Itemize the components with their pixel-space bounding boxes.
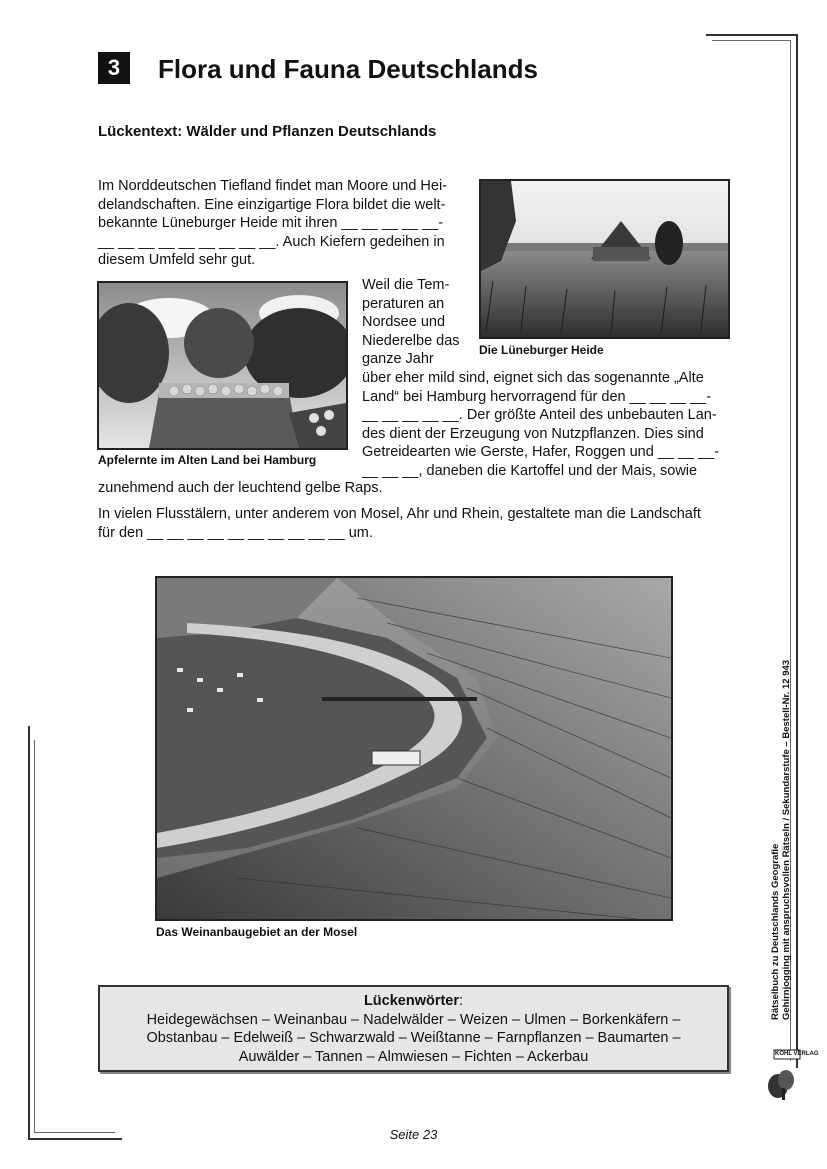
- text-line: des dient der Erzeugung von Nutzpflanzen. Dies sind: [362, 425, 704, 442]
- heide-photo: [479, 179, 730, 339]
- logo-text: KOHL VERLAG: [775, 1051, 819, 1057]
- text-line: Weil die Tem-: [362, 277, 450, 293]
- text-line: Nordsee und: [362, 314, 446, 330]
- apple-caption: Apfelernte im Alten Land bei Hamburg: [98, 453, 317, 467]
- paragraph-3: [98, 505, 701, 542]
- word-bank-line: Obstanbau – Edelweiß – Schwarzwald – Weißtanne – Farnpflanzen – Baumarten –: [146, 1030, 681, 1046]
- text-line: über eher mild sind, eignet sich das sogenannte „Alte: [362, 370, 704, 386]
- text-line: In vielen Flusstälern, unter anderem von Mosel, Ahr und Rhein, gestaltete man die Landschaft: [98, 506, 701, 522]
- text-line: bekannte Lüneburger Heide mit ihren __ __ __ __ __-: [98, 215, 444, 231]
- text-line: für den __ __ __ __ __ __ __ __ __ __ um.: [98, 524, 373, 541]
- text-line: peraturen an: [362, 295, 445, 312]
- page-number: Seite 23: [389, 1127, 438, 1142]
- word-bank-heading: Lückenwörter: [363, 993, 460, 1009]
- paragraph-2-narrow: [362, 276, 460, 369]
- mosel-photo: [155, 576, 673, 921]
- text-line: Im Norddeutschen Tiefland findet man Moore und Hei-: [98, 178, 447, 194]
- paragraph-1: [98, 177, 447, 270]
- page-title: Flora und Fauna Deutschlands: [158, 54, 538, 84]
- text-line: Niederelbe das: [362, 332, 460, 349]
- word-bank-line: Auwälder – Tannen – Almwiesen – Fichten – Ackerbau: [238, 1048, 589, 1065]
- text-line: __ __ __ __ __. Der größte Anteil des unbebauten Lan-: [362, 407, 717, 423]
- text-line: __ __ __, daneben die Kartoffel und der Mais, sowie: [362, 462, 698, 479]
- word-bank-line: Heidegewächsen – Weinanbau – Nadelwälder – Weizen – Ulmen – Borkenkäfern –: [146, 1011, 681, 1028]
- tree-logo-icon: [764, 1040, 804, 1102]
- apple-photo: [97, 281, 348, 450]
- chapter-number: 3: [98, 52, 130, 84]
- text-line: __ __ __ __ __ __ __ __ __. Auch Kiefern gedeihen in: [98, 233, 445, 250]
- corner-frame-bottom-left-inner: [34, 740, 115, 1133]
- text-line: ganze Jahr: [362, 351, 434, 367]
- word-bank: [98, 985, 729, 1072]
- mosel-caption: Das Weinanbaugebiet an der Mosel: [156, 925, 358, 939]
- publisher-logo: [764, 1040, 819, 1102]
- heide-caption: Die Lüneburger Heide: [479, 343, 604, 357]
- paragraph-2-mid: [362, 369, 719, 480]
- text-line: diesem Umfeld sehr gut.: [98, 252, 256, 268]
- text-line: delandschaften. Eine einzigartige Flora bildet die welt-: [98, 196, 446, 213]
- sidebar-line-1: Rätselbuch zu Deutschlands Geografie: [770, 843, 781, 1020]
- text-line: Getreidearten wie Gerste, Hafer, Roggen und __ __ __-: [362, 444, 720, 460]
- word-bank-heading-line: Lückenwörter:: [363, 993, 464, 1009]
- section-subtitle: Lückentext: Wälder und Pflanzen Deutschlands: [98, 123, 437, 140]
- sidebar-line-2: Gehirnjogging mit anspruchsvollen Rätseln / Sekundarstufe – Bestell-Nr. 12 943: [781, 659, 792, 1020]
- text-line: Land“ bei Hamburg hervorragend für den __ __ __ __-: [362, 388, 712, 405]
- paragraph-2-end: zunehmend auch der leuchtend gelbe Raps.: [98, 480, 383, 496]
